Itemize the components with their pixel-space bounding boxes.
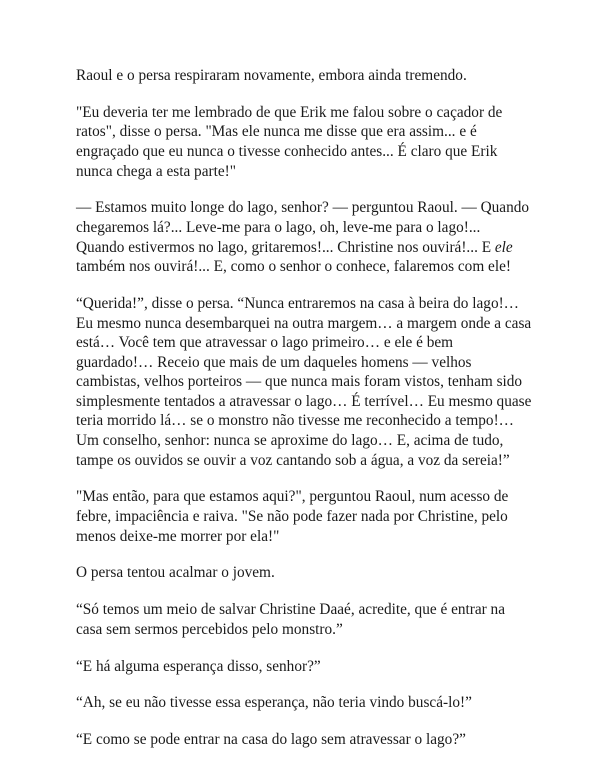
paragraph-7: “Só temos um meio de salvar Christine Daaé, acredite, que é entrar na casa sem sermos percebidos pelo monstro.” — [76, 601, 505, 638]
paragraph-9: “Ah, se eu não tivesse essa esperança, não teria vindo buscá-lo!” — [76, 694, 472, 712]
paragraph-1: Raoul e o persa respiraram novamente, embora ainda tremendo. — [76, 67, 467, 84]
paragraph-3-emphasis: ele — [494, 238, 513, 256]
paragraph-3-text-after: também nos ouvirá!... E, como o senhor o conhece, falaremos com ele! — [76, 258, 511, 276]
paragraph-5: "Mas então, para que estamos aqui?", perguntou Raoul, num acesso de febre, impaciência e raiva. "Se não pode fazer nada por Christine, pelo menos deixe-me morrer por ela!" — [76, 488, 509, 545]
paragraph-2: "Eu deveria ter me lembrado de que Erik me falou sobre o caçador de ratos", disse o persa. "Mas ele nunca me disse que era assim... e é engraçado que eu nunca o tivesse conhecido antes... É claro que Erik nunca chega a esta parte!" — [76, 103, 503, 180]
paragraph-10: “E como se pode entrar na casa do lago sem atravessar o lago?” — [76, 731, 466, 749]
paragraph-8: “E há alguma esperança disso, senhor?” — [76, 657, 321, 675]
paragraph-3 — [76, 198, 532, 276]
paragraph-6: O persa tentou acalmar o jovem. — [76, 564, 275, 582]
document-page — [76, 66, 532, 767]
paragraph-3-text-before: — Estamos muito longe do lago, senhor? — perguntou Raoul. — Quando chegaremos lá?... Leve-me para o lago, oh, leve-me para o lago!... Quando estivermos no lago, gritaremos!... Christine nos ouvirá!... E — [76, 199, 530, 256]
paragraph-4: “Querida!”, disse o persa. “Nunca entraremos na casa à beira do lago!… Eu mesmo nunca desembarquei na outra margem… a margem onde a casa está… Você tem que atravessar o lago primeiro… e ele é bem guardado!… Receio que mais de um daqueles homens — velhos cambistas, velhos porteiros — que nunca mais foram vistos, tenham sido simplesmente tentados a atravessar o lago… É terrível… Eu mesmo quase teria morrido lá… se o monstro não tivesse me reconhecido a tempo!… Um conselho, senhor: nunca se aproxime do lago… E, acima de tudo, tampe os ouvidos se ouvir a voz cantando sob a água, a voz da sereia!” — [76, 294, 532, 469]
